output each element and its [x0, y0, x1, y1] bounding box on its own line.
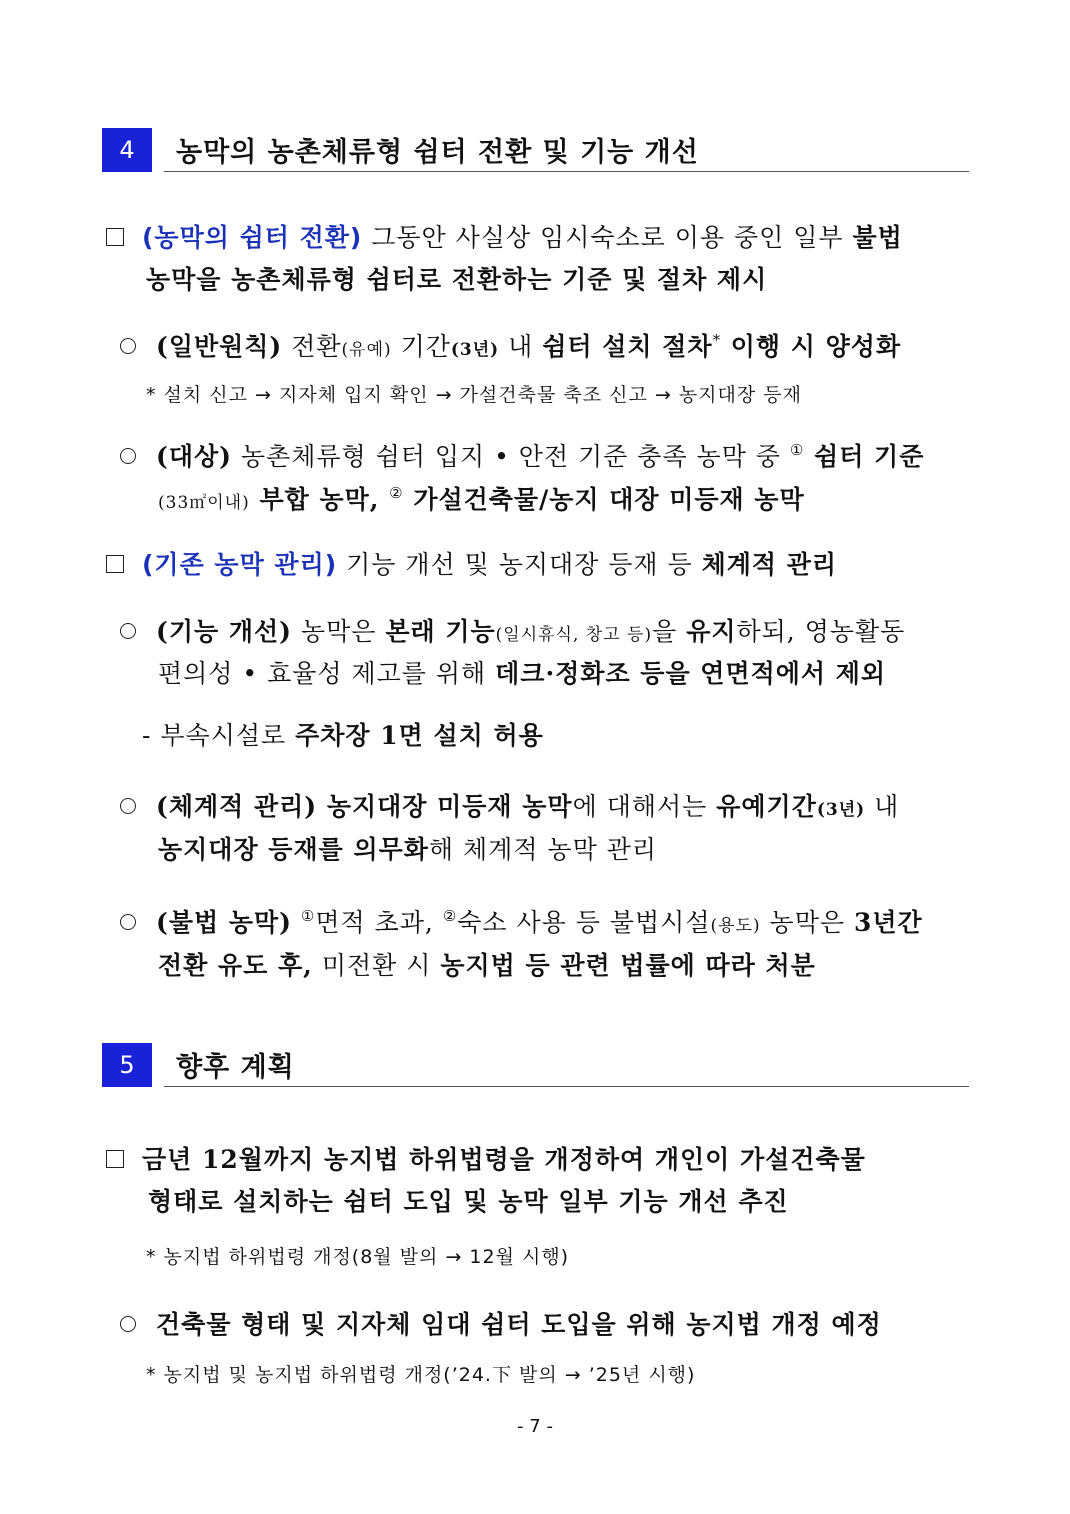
footnote: * 설치 신고 → 지자체 입지 확인 → 가설건축물 축조 신고 → 농지대장 등재 — [146, 384, 802, 406]
circle-item-cont: (33㎡이내) 부합 농막, ② 가설건축물/농지 대장 미등재 농막 — [158, 484, 805, 514]
square-bullet-icon — [106, 1150, 124, 1168]
section-title: 향후 계획 — [176, 1052, 295, 1083]
square-bullet-icon — [106, 228, 124, 246]
circle-item: (체계적 관리) 농지대장 미등재 농막에 대해서는 유예기간(3년) 내 — [120, 787, 899, 823]
bullet-paragraph: (농막의 쉼터 전환) 그동안 사실상 임시숙소로 이용 중인 일부 불법 — [106, 218, 903, 254]
bullet-paragraph-cont: 형태로 설치하는 쉼터 도입 및 농막 일부 기능 개선 추진 — [148, 1187, 789, 1216]
circle-bullet-icon — [120, 448, 136, 464]
circle-item: (불법 농막) ①면적 초과, ②숙소 사용 등 불법시설(용도) 농막은 3년간 — [120, 903, 923, 939]
section-rule — [164, 171, 969, 172]
circle-item: 건축물 형태 및 지자체 임대 쉼터 도입을 위해 농지법 개정 예정 — [120, 1305, 882, 1341]
bullet-paragraph: (기존 농막 관리) 기능 개선 및 농지대장 등재 등 체계적 관리 — [106, 545, 837, 581]
footnote: * 농지법 하위법령 개정(8월 발의 → 12월 시행) — [146, 1246, 570, 1268]
circle-item-cont: 편의성 • 효율성 제고를 위해 데크·정화조 등을 연면적에서 제외 — [158, 659, 887, 688]
section-5-header — [102, 1043, 969, 1087]
circle-item: (기능 개선) 농막은 본래 기능(일시휴식, 창고 등)을 유지하되, 영농활동 — [120, 612, 905, 648]
circle-bullet-icon — [120, 798, 136, 814]
page-number: - 7 - — [517, 1416, 553, 1437]
circle-bullet-icon — [120, 623, 136, 639]
circle-bullet-icon — [120, 338, 136, 354]
circle-item-cont: 농지대장 등재를 의무화해 체계적 농막 관리 — [158, 835, 657, 864]
circle-item-cont: 전환 유도 후, 미전환 시 농지법 등 관련 법률에 따라 처분 — [158, 951, 816, 980]
section-title: 농막의 농촌체류형 쉼터 전환 및 기능 개선 — [176, 137, 699, 168]
footnote: * 농지법 및 농지법 하위법령 개정(’24.下 발의 → ’25년 시행) — [146, 1364, 696, 1386]
square-bullet-icon — [106, 555, 124, 573]
bullet-label: (농막의 쉼터 전환) — [142, 223, 363, 252]
bullet-paragraph-cont: 농막을 농촌체류형 쉼터로 전환하는 기준 및 절차 제시 — [146, 265, 768, 294]
circle-bullet-icon — [120, 1316, 136, 1332]
section-number: 4 — [102, 128, 152, 172]
circle-bullet-icon — [120, 914, 136, 930]
section-4-header — [102, 128, 969, 172]
section-rule — [164, 1086, 969, 1087]
section-number: 5 — [102, 1043, 152, 1087]
bullet-paragraph: 금년 12월까지 농지법 하위법령을 개정하여 개인이 가설건축물 — [106, 1140, 866, 1176]
circle-item: (대상) 농촌체류형 쉼터 입지 • 안전 기준 충족 농막 중 ① 쉼터 기준 — [120, 437, 924, 473]
dash-item: - 부속시설로 주차장 1면 설치 허용 — [142, 721, 544, 750]
circle-item: (일반원칙) 전환(유예) 기간(3년) 내 쉼터 설치 절차* 이행 시 양성화 — [120, 327, 901, 363]
